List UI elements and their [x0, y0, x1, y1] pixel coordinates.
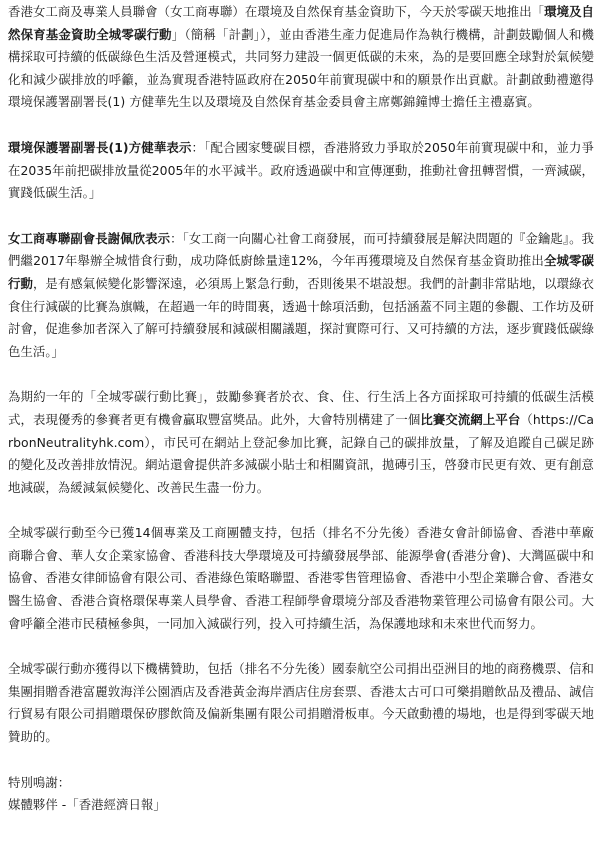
campaign-name: 環境及自然保育基金資助全城零碳行動: [8, 4, 595, 42]
epd-quote-paragraph: [8, 137, 594, 205]
sponsors-paragraph: 全城零碳行動亦獲得以下機構贊助，包括（排名不分先後）國泰航空公司捐出亞洲目的地的商務機票、信和集團捐贈香港富麗敦海洋公園酒店及香港黃金海岸酒店住房套票、香港太古可口可樂捐贈飲品及禮品、誠信行貿易有限公司捐贈環保矽膠飲筒及偏新集團有限公司捐贈滑板車。今天啟動禮的場地，也是得到零碳天地贊助的。: [8, 661, 594, 745]
paragraph-spacer: [8, 499, 594, 522]
website-link[interactable]: https://CarbonNeutralityhk.com: [8, 411, 594, 450]
platform-name: 比賽交流網上平台: [420, 411, 521, 427]
paragraph-spacer: [8, 363, 594, 386]
open-paren: （: [520, 411, 533, 427]
competition-paragraph: [8, 386, 594, 499]
intro-paragraph: [8, 1, 594, 114]
special-thanks-label: 特別鳴謝：: [8, 774, 71, 790]
intro-text-start: 香港女工商及專業人員聯會（女工商專聯）在環境及自然保育基金資助下，今天於零碳天地推出「: [8, 4, 545, 19]
press-release-document: [8, 0, 594, 817]
vice-chair-speaker: 女工商專聯副會長謝佩欣表示: [8, 230, 171, 246]
competition-text-start: 為期約一年的「全城零碳行動比賽」，鼓勵參賽者於衣、食、住、行生活上各方面採取可持續的低碳生活模式，表現優秀的參賽者更有機會贏取豐富獎品。此外，大會特別構建了一個: [8, 389, 594, 427]
paragraph-spacer: [8, 205, 594, 228]
paragraph-spacer: [8, 749, 594, 772]
competition-text-rest: ），市民可在網站上登記參加比賽，記錄自己的碳排放量，了解及追蹤自己碳足跡的變化及改善排放情況。網站還會提供許多減碳小貼士和相關資訊，拋磚引玉，啓發市民更有效、更有創意地減碳，為緩減氣候變化、改善民生盡一份力。: [8, 434, 594, 495]
vice-chair-quote-rest: ，是有感氣候變化影響深遠，必須馬上緊急行動，否則後果不堪設想。我們的計劃非常貼地，以環綠衣食住行減碳的比賽為旗幟，在超過一年的時間裏，透過十餘項活動，包括涵蓋不同主題的參觀、工作坊及研討會，促進參加者深入了解可持續發展和減碳相關議題，探討實際可行、又可持續的方法，逐步實踐低碳綠色生活。」: [8, 275, 594, 359]
intro-text-rest: 」（簡稱「計劃」），並由香港生產力促進局作為執行機構，計劃鼓勵個人和機構採取可持續的低碳綠色生活及營運模式，共同努力建設一個更低碳的未來，為的是要回應全球對於氣候變化和減少碳排放的呼籲，並為實現香港特區政府在2050年前實現碳中和的願景作出貢獻。計劃啟動禮邀得環境保護署副署長(1) 方健華先生以及環境及自然保育基金委員會主席鄭錦鐘博士擔任主禮嘉賓。: [8, 26, 594, 110]
vice-chair-quote-start: ：「女工商一向關心社會工商發展，而可持續發展是解決問題的『金鑰匙』。我們繼2017年舉辦全城惜食行動，成功降低廚餘量達12%，今年再獲環境及自然保育基金資助推出: [8, 230, 594, 269]
epd-speaker: 環境保護署副署長(1)方健華表示: [8, 139, 192, 155]
vice-chair-quote-paragraph: [8, 228, 594, 364]
media-partner-line: 媒體夥伴 -「香港經濟日報」: [8, 797, 166, 813]
paragraph-spacer: [8, 114, 594, 137]
campaign-short-name: 全城零碳行動: [8, 253, 594, 291]
supporters-paragraph: 全城零碳行動至今已獲14個專業及工商團體支持，包括（排名不分先後）香港女會計師協會、香港中華廠商聯合會、華人女企業家協會、香港科技大學環境及可持續發展學部、能源學會(香港分會)、大灣區碳中和協會、香港女律師協會有限公司、香港綠色策略聯盟、香港零售管理協會、香港中小型企業聯合會、香港女醫生協會、香港合資格環保專業人員學會、香港工程師學會環境分部及香港物業管理公司協會有限公司。大會呼籲全港市民積極參與，一同加入減碳行列，投入可持續生活，為保護地球和未來世代而努力。: [8, 525, 594, 631]
paragraph-spacer: [8, 635, 594, 658]
epd-quote: ：「配合國家雙碳目標，香港將致力爭取於2050年前實現碳中和，並力爭在2035年前把碳排放量從2005年的水平減半。政府透過碳中和宣傳運動，推動社會扭轉習慣，一齊減碳，實踐低碳生活。」: [8, 139, 594, 201]
